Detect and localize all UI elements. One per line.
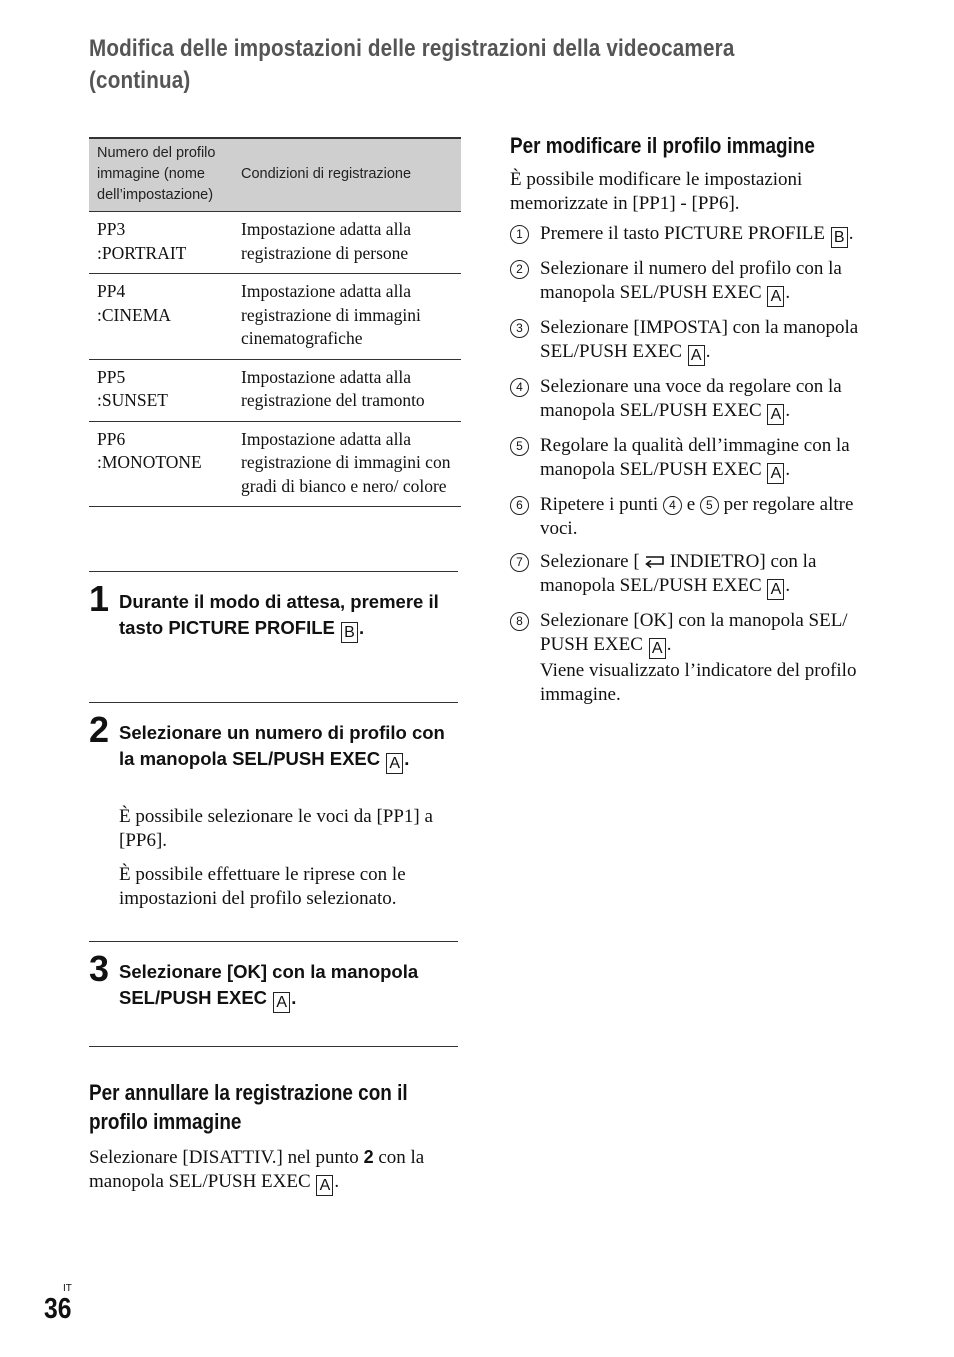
step-number: 1 — [89, 578, 110, 619]
return-arrow-icon — [642, 553, 668, 569]
button-a-label: A — [688, 345, 705, 366]
button-a-label: A — [767, 286, 784, 307]
cancel-text: Selezionare [DISATTIV.] nel punto 2 con la manopola SEL/PUSH EXEC A . — [89, 1147, 425, 1194]
button-a-label: A — [316, 1175, 333, 1196]
step-notes — [119, 805, 464, 921]
profile-name: :CINEMA — [97, 304, 171, 325]
profile-code: PP5 — [97, 366, 126, 387]
table-cell-desc: Impostazione adatta alla registrazione di immagini cinematografiche — [241, 281, 421, 348]
button-a-label: A — [767, 579, 784, 600]
profile-code: PP3 — [97, 219, 126, 239]
profile-code: PP4 — [97, 281, 126, 301]
step-note: È possibile effettuare le riprese con le impostazioni del profilo selezionato. — [119, 864, 406, 909]
table-row — [89, 274, 461, 360]
table-row — [89, 359, 461, 421]
button-a-label: A — [767, 463, 784, 484]
table-header-row — [89, 138, 461, 212]
profile-name: :MONOTONE — [97, 452, 202, 472]
step-circle: 5 — [510, 437, 529, 456]
step-ref: 2 — [363, 1147, 374, 1167]
result-note: Viene visualizzato l’indicatore del profilo immagine. — [540, 660, 857, 705]
profile-table — [89, 137, 461, 507]
list-item: 2 Selezionare il numero del profilo con la manopola SEL/PUSH EXEC A . — [510, 257, 890, 307]
step-circle: 3 — [510, 319, 529, 338]
table-cell-desc: Impostazione adatta alla registrazione del tramonto — [241, 366, 425, 410]
page-title: Modifica delle impostazioni delle registrazioni della videocamera (continua) — [89, 35, 735, 94]
button-a-label: A — [273, 992, 290, 1013]
modify-intro: È possibile modificare le impostazioni memorizzate in [PP1] - [PP6]. — [510, 169, 803, 214]
step-heading: Selezionare un numero di profilo con la manopola SEL/PUSH EXEC A . — [119, 722, 445, 772]
divider — [89, 571, 458, 572]
table-row — [89, 212, 461, 274]
list-item: 6 Ripetere i punti 4 e 5 per regolare altre voci. — [510, 493, 890, 541]
profile-name: :SUNSET — [97, 390, 168, 410]
step-circle: 7 — [510, 553, 529, 572]
cancel-heading: Per annullare la registrazione con il profilo immagine — [89, 1080, 408, 1134]
button-b-label: B — [831, 227, 848, 248]
page-number: 36 — [44, 1293, 72, 1325]
list-item: 8 Selezionare [OK] con la manopola SEL/ PUSH EXEC A . Viene visualizzato l’indicatore del profilo immagine. — [510, 609, 890, 707]
table-cell-profile — [89, 274, 233, 360]
list-item: 7 Selezionare [ INDIETRO] con la manopola SEL/PUSH EXEC A . — [510, 550, 890, 600]
step-heading: Durante il modo di attesa, premere il tasto PICTURE PROFILE B . — [119, 591, 439, 641]
table-row — [89, 421, 461, 507]
step-ref-circle: 5 — [700, 496, 719, 515]
table-header-conditions: Condizioni di registrazione — [233, 138, 461, 212]
language-code: IT — [63, 1283, 72, 1294]
modify-heading: Per modificare il profilo immagine — [510, 133, 815, 158]
divider — [89, 1046, 458, 1047]
divider — [89, 702, 458, 703]
step-circle: 1 — [510, 225, 529, 244]
step-number: 3 — [89, 948, 110, 989]
divider — [89, 941, 458, 942]
list-item: 1 Premere il tasto PICTURE PROFILE B . — [510, 222, 890, 248]
step-note: È possibile selezionare le voci da [PP1] a [PP6]. — [119, 806, 433, 851]
button-a-label: A — [649, 638, 666, 659]
table-header-profile: Numero del profilo immagine (nome dell’impostazione) — [89, 138, 233, 212]
profile-code: PP6 — [97, 428, 126, 449]
button-a-label: A — [386, 753, 403, 774]
list-item: 5 Regolare la qualità dell’immagine con la manopola SEL/PUSH EXEC A . — [510, 434, 890, 484]
table-cell-desc: Impostazione adatta alla registrazione di immagini con gradi di bianco e nero/ colore — [241, 428, 451, 496]
step-heading: Selezionare [OK] con la manopola SEL/PUSH EXEC A . — [119, 961, 419, 1011]
list-item: 3 Selezionare [IMPOSTA] con la manopola SEL/PUSH EXEC A . — [510, 316, 890, 366]
table-cell-profile — [89, 421, 233, 507]
button-a-label: A — [767, 404, 784, 425]
step-circle: 8 — [510, 612, 529, 631]
step-circle: 2 — [510, 260, 529, 279]
step-circle: 4 — [510, 378, 529, 397]
step-number: 2 — [89, 709, 110, 750]
table-cell-profile — [89, 212, 233, 274]
modify-steps-list — [510, 222, 890, 716]
button-b-label: B — [341, 622, 358, 643]
list-item: 4 Selezionare una voce da regolare con la manopola SEL/PUSH EXEC A . — [510, 375, 890, 425]
table-cell-desc: Impostazione adatta alla registrazione di persone — [241, 219, 412, 263]
step-ref-circle: 4 — [663, 496, 682, 515]
profile-name: :PORTRAIT — [97, 242, 187, 263]
table-cell-profile — [89, 359, 233, 421]
step-circle: 6 — [510, 496, 529, 515]
